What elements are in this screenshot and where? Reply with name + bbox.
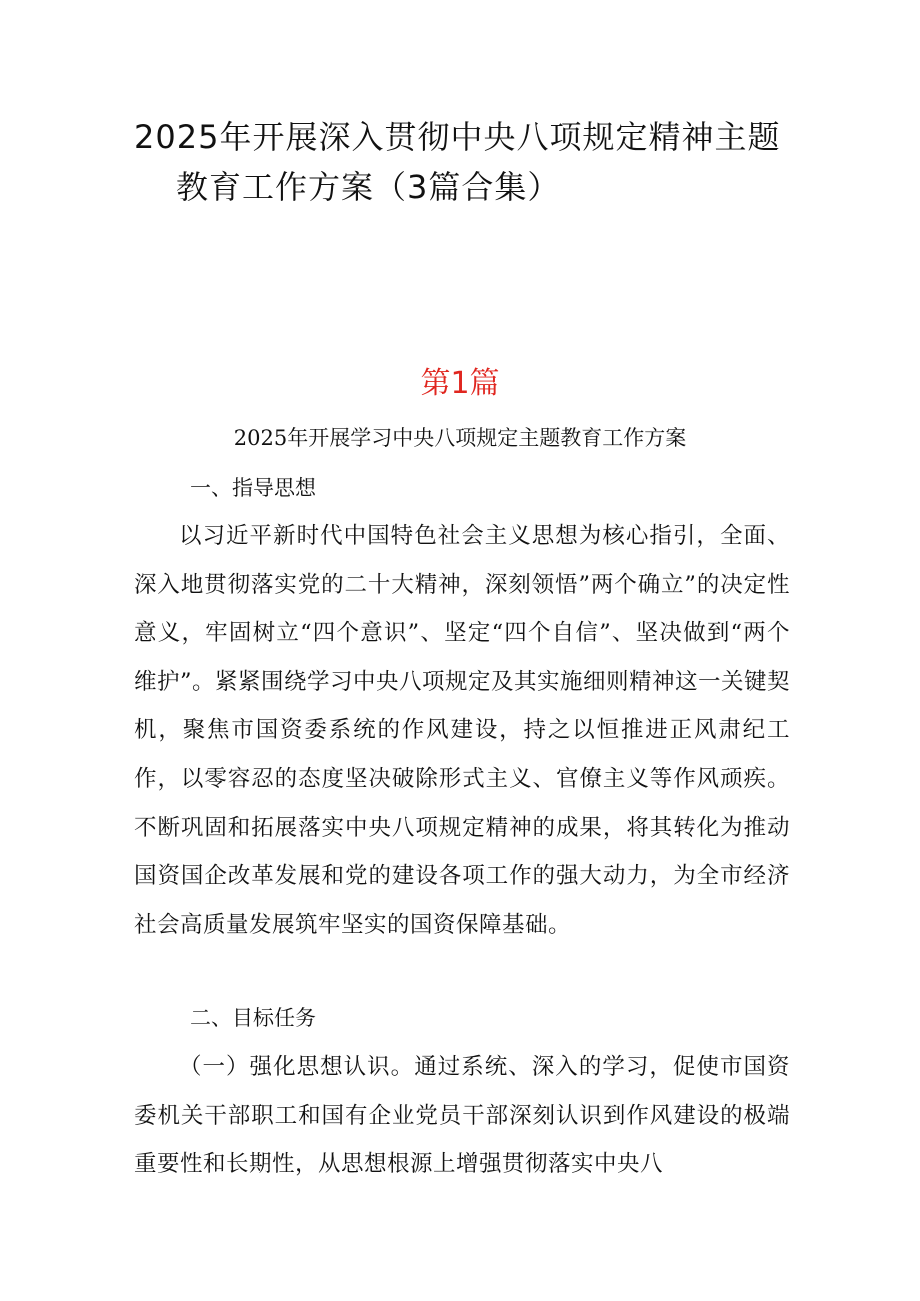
paragraph-guiding-thought: 以习近平新时代中国特色社会主义思想为核心指引，全面、深入地贯彻落实党的二十大精神，深刻领悟”两个确立”的决定性意义，牢固树立“四个意识”、坚定“四个自信”、坚决做到“两个维护”。紧紧围绕学习中央八项规定及其实施细则精神这一关键契机，聚焦市国资委系统的作风建设，持之以恒推进正风肃纪工作，以零容忍的态度坚决破除形式主义、官僚主义等作风顽疾。不断巩固和拓展落实中央八项规定精神的成果，将其转化为推动国资国企改革发展和党的建设各项工作的强大动力，为全市经济社会高质量发展筑牢坚实的国资保障基础。 <box>134 523 791 938</box>
section-heading-goals: 二、目标任务 <box>190 1006 316 1030</box>
part-heading: 第1篇 <box>420 366 500 401</box>
section-heading-guiding-thought: 一、指导思想 <box>190 476 316 500</box>
paragraph-goals: （一）强化思想认识。通过系统、深入的学习，促使市国资委机关干部职工和国有企业党员干部深刻认识到作风建设的极端重要性和长期性，从思想根源上增强贯彻落实中央八 <box>134 1054 790 1178</box>
article-subtitle: 2025年开展学习中央八项规定主题教育工作方案 <box>233 426 687 450</box>
title-line-2: 教育工作方案（3篇合集） <box>176 168 561 206</box>
title-line-1: 2025年开展深入贯彻中央八项规定精神主题 <box>134 118 781 156</box>
document-title <box>134 112 814 212</box>
